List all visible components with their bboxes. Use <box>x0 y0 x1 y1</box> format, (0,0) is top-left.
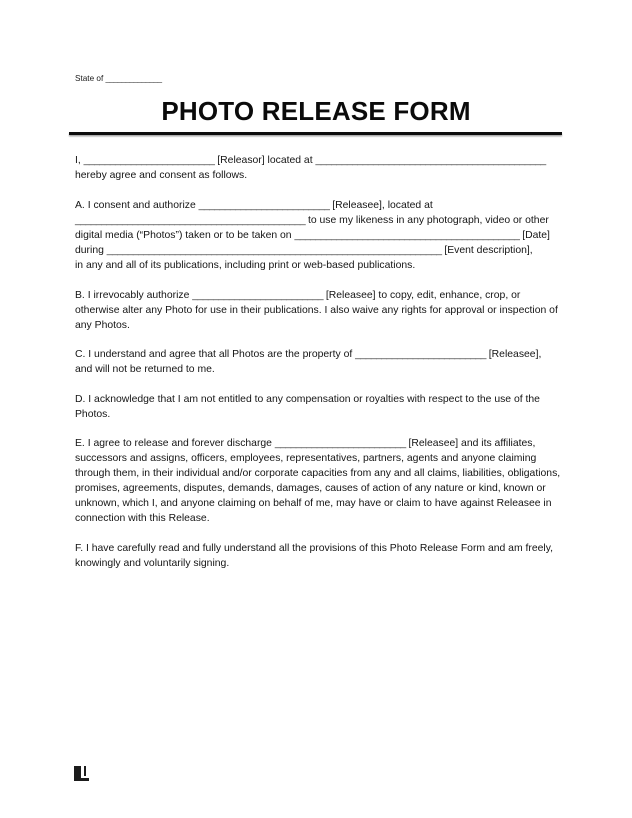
clause-text: [Date] <box>519 230 550 241</box>
clause-text: B. I irrevocably authorize <box>75 290 193 301</box>
clause-b <box>75 288 560 333</box>
intro-text: I, <box>75 155 84 166</box>
clause-b-line-1 <box>75 288 560 303</box>
event-description-blank[interactable]: ________________________________________________________________ <box>106 245 442 256</box>
clause-a-line-1 <box>75 198 560 213</box>
clause-text: [Releasee], <box>485 349 542 360</box>
clause-c <box>75 347 560 377</box>
clause-text: during <box>75 245 107 256</box>
intro-text: [Releasor] located at <box>214 155 316 166</box>
clause-e-line-6: connection with this Release. <box>75 513 210 524</box>
clause-e <box>75 436 560 526</box>
clause-text: digital media (“Photos”) taken or to be taken on <box>75 230 295 241</box>
clause-f-line-2: knowingly and voluntarily signing. <box>75 558 230 569</box>
page-title: PHOTO RELEASE FORM <box>161 96 471 126</box>
clause-d <box>75 392 560 422</box>
legal-templates-logo-icon <box>74 766 89 781</box>
clause-text: [Releasee] and its affiliates, <box>405 438 536 449</box>
clause-a-line-5: in any and all of its publications, including print or web-based publications. <box>75 260 416 271</box>
clause-e-line-2: successors and assigns, officers, employees, representatives, partners, agents and anyone claiming <box>75 453 537 464</box>
releasor-address-blank[interactable]: ____________________________________________ <box>315 155 546 166</box>
releasee-name-blank[interactable]: _________________________ <box>198 200 330 211</box>
clause-text: [Event description], <box>441 245 533 256</box>
clause-e-line-5: unknown, which I, and anyone claiming on behalf of me, may have or claim to have against Releasee in <box>75 498 552 509</box>
clause-e-line-4: promises, agreements, disputes, demands, damages, causes of action of any nature or kind, known or <box>75 483 546 494</box>
clause-f-line-1: F. I have carefully read and fully understand all the provisions of this Photo Release Form and am freely, <box>75 543 554 554</box>
releasee-name-blank[interactable]: _________________________ <box>355 349 486 360</box>
clause-text: [Releasee], located at <box>329 200 433 211</box>
clause-f <box>75 541 560 571</box>
clause-b-line-3: any Photos. <box>75 320 130 331</box>
intro-paragraph <box>75 153 560 183</box>
clause-c-line-1 <box>75 347 560 362</box>
intro-line-1 <box>75 153 560 168</box>
clause-a-line-3 <box>75 228 560 243</box>
clause-d-line-1: D. I acknowledge that I am not entitled to any compensation or royalties with respect to the use of the <box>75 394 540 405</box>
clause-a-line-4 <box>75 243 560 258</box>
state-label: State of <box>75 74 104 83</box>
clause-c-line-2: and will not be returned to me. <box>75 364 215 375</box>
state-blank[interactable]: ______________ <box>105 74 162 83</box>
releasee-name-blank[interactable]: _________________________ <box>192 290 323 301</box>
releasor-name-blank[interactable]: _________________________ <box>83 155 215 166</box>
clause-text: [Releasee] to copy, edit, enhance, crop, or <box>322 290 521 301</box>
date-blank[interactable]: ___________________________________________ <box>294 230 520 241</box>
clause-b-line-2: otherwise alter any Photo for use in their publications. I also waive any rights for approval or inspection of <box>75 305 558 316</box>
clause-e-line-1 <box>75 436 560 451</box>
state-field <box>75 74 162 84</box>
clause-e-line-3: through them, in their individual and/or corporate capacities from any and all claims, liabilities, obligations, <box>75 468 561 479</box>
clause-a-line-2 <box>75 213 560 228</box>
clause-d-line-2: Photos. <box>75 409 111 420</box>
intro-line-2: hereby agree and consent as follows. <box>75 170 248 181</box>
releasee-address-blank[interactable]: ____________________________________________ <box>75 215 306 226</box>
releasee-name-blank[interactable]: _________________________ <box>274 438 406 449</box>
clause-text: C. I understand and agree that all Photos are the property of <box>75 349 356 360</box>
clause-text: to use my likeness in any photograph, video or other <box>305 215 549 226</box>
clause-text: E. I agree to release and forever discharge <box>75 438 275 449</box>
clause-text: A. I consent and authorize <box>75 200 199 211</box>
clause-a <box>75 198 560 273</box>
title-divider <box>69 132 562 135</box>
